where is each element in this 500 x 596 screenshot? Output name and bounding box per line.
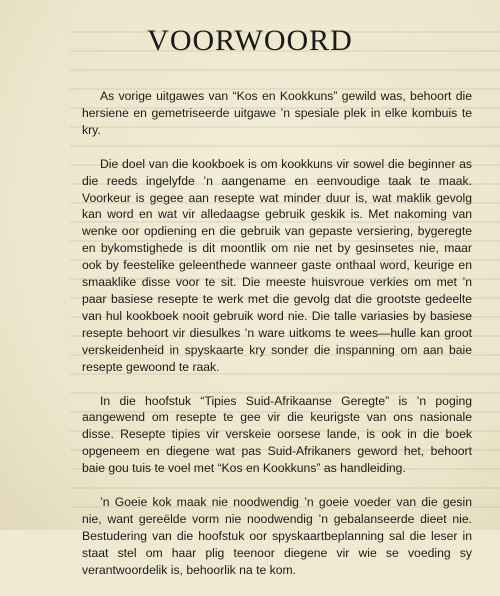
- page-title: VOORWOORD: [147, 24, 353, 57]
- paragraph-2: Die doel van die kookboek is om kookkuns vir sowel die beginner as die reeds ingelyfde ’n aangename en eenvoudige taak te maak. Voorkeur is gegee aan resepte wat minder duur is, wat maklik gevolg kan word en wat vir alledaagse gebruik geskik is. Met nakoming van wenke oor opdiening en die gebruik van gepaste versiering, bygeregte en bykomstighede is dit moontlik om nie net by gesinsetes nie, maar ook by feestelike geleenthede wanneer gaste onthaal word, keurige en smaaklike disse voor te sit. Die meeste huisvroue verkies om met ’n paar basiese resepte te werk met die gevolg dat die grootste gedeelte van hul kookboek nooit gebruik word nie. Die talle variasies by basiese resepte behoort vir diesulkes ’n ware uitkoms te wees—hulle kan groot verskeidenheid in spyskaarte kry sonder die inspanning om aan baie resepte gewoond te raak.: [82, 156, 472, 374]
- foreword-body: [82, 88, 472, 596]
- paragraph-1: As vorige uitgawes van “Kos en Kookkuns” gewild was, behoort die hersiene en gemetriseerde uitgawe ’n spesiale plek in elke kombuis te kry.: [82, 89, 472, 137]
- paragraph-3: In die hoofstuk “Tipies Suid-Afrikaanse Geregte” is ’n poging aangewend om resepte te gee vir die keurigste van ons nasionale disse. Resepte tipies vir verskeie oorsese lande, is ook in die boek opgeneem en diegene wat pas Suid-Afrikaners geword het, behoort baie gou tuis te voel met “Kos en Kookkuns” as handleiding.: [82, 393, 472, 476]
- paragraph-4: ’n Goeie kok maak nie noodwendig ’n goeie voeder van die gesin nie, want gereëlde vorm nie noodwendig ’n gebalanseerde dieet nie. Bestudering van die hoofstuk oor spyskaartbeplanning sal die leser in staat stel om haar plig teenoor diegene vir wie se voeding sy verantwoordelik is, behoorlik na te kom.: [82, 495, 472, 577]
